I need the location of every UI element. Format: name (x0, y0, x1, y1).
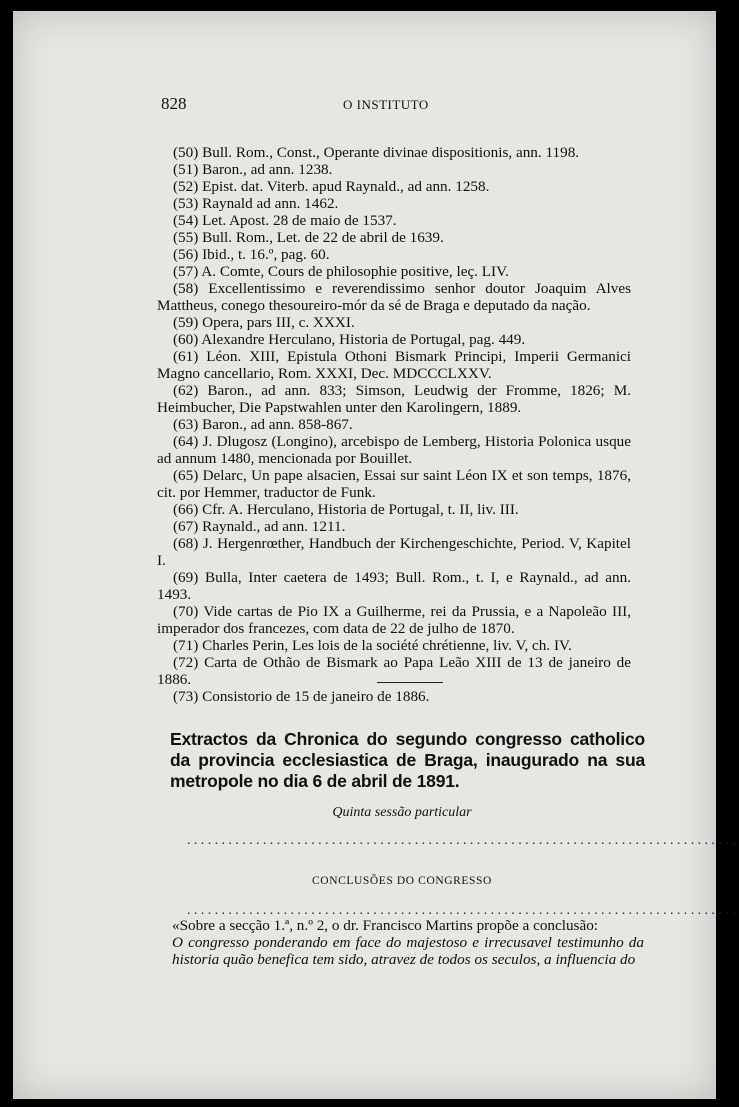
footnote: (68) J. Hergenrœther, Handbuch der Kirchengeschichte, Period. V, Kapitel I. (157, 535, 631, 569)
footnotes-list (157, 144, 631, 705)
footnote: (53) Raynald ad ann. 1462. (173, 195, 339, 212)
footnote: (58) Excellentissimo e reverendissimo senhor doutor Joaquim Alves Mattheus, conego thesoureiro-mór da sé de Braga e deputado da nação. (157, 280, 631, 314)
conclusoes-heading: CONCLUSÕES DO CONGRESSO (312, 875, 492, 887)
page-number: 828 (161, 94, 187, 113)
footnote: (66) Cfr. A. Herculano, Historia de Portugal, t. II, liv. III. (173, 501, 519, 518)
footnote: (61) Léon. XIII, Epistula Othoni Bismark Principi, Imperii Germanici Magno cancellario, Rom. XXXI, Dec. MDCCCLXXV. (157, 348, 631, 382)
page-header (157, 94, 647, 114)
footnote: (52) Epist. dat. Viterb. apud Raynald., ad ann. 1258. (173, 178, 490, 195)
footnote: (65) Delarc, Un pape alsacien, Essai sur saint Léon IX et son temps, 1876, cit. por Hemmer, traductor de Funk. (157, 467, 631, 501)
footnote: (72) Carta de Othão de Bismark ao Papa Leão XIII de 13 de janeiro de 1886. (157, 654, 631, 688)
running-head: O INSTITUTO (343, 97, 429, 112)
footnote: (63) Baron., ad ann. 858-867. (173, 416, 353, 433)
dotted-ellipsis-line: ................................................................................ (187, 833, 739, 848)
book-page (13, 11, 739, 1099)
footnote: (71) Charles Perin, Les lois de la société chrétienne, liv. V, ch. IV. (173, 637, 572, 654)
footnote: (73) Consistorio de 15 de janeiro de 1886. (173, 688, 430, 705)
dotted-ellipsis-line: ................................................................................ (187, 903, 739, 918)
footnote: (51) Baron., ad ann. 1238. (173, 161, 333, 178)
section-title: Extractos da Chronica do segundo congresso catholico da provincia ecclesiastica de Braga, inaugurado na sua metropole no dia 6 de abril de 1891. (170, 729, 645, 791)
footnote: (70) Vide cartas de Pio IX a Guilherme, rei da Prussia, e a Napoleão III, imperador dos francezes, com data de 22 de julho de 1870. (157, 603, 631, 637)
section-divider (377, 682, 443, 683)
body-italic-conclusion: O congresso ponderando em face do majestoso e irrecusavel testimunho da historia quão benefica tem sido, atravez de todos os seculos, a influencia do (172, 934, 644, 968)
footnote: (67) Raynald., ad ann. 1211. (173, 518, 346, 535)
footnote: (50) Bull. Rom., Const., Operante divinae dispositionis, ann. 1198. (173, 144, 580, 161)
footnote: (62) Baron., ad ann. 833; Simson, Leudwig der Fromme, 1826; M. Heimbucher, Die Papstwahlen unter den Karolingern, 1889. (157, 382, 631, 416)
body-text (172, 917, 644, 968)
footnote: (64) J. Dlugosz (Longino), arcebispo de Lemberg, Historia Polonica usque ad annum 1480, mencionada por Bouillet. (157, 433, 631, 467)
footnote: (56) Ibid., t. 16.º, pag. 60. (173, 246, 330, 263)
section-subtitle: Quinta sessão particular (332, 805, 472, 820)
footnote: (69) Bulla, Inter caetera de 1493; Bull. Rom., t. I, e Raynald., ad ann. 1493. (157, 569, 631, 603)
body-intro: «Sobre a secção 1.ª, n.º 2, o dr. Francisco Martins propõe a conclusão: (172, 917, 599, 934)
footnote: (54) Let. Apost. 28 de maio de 1537. (173, 212, 397, 229)
footnote: (59) Opera, pars III, c. XXXI. (173, 314, 355, 331)
footnote: (55) Bull. Rom., Let. de 22 de abril de 1639. (173, 229, 444, 246)
footnote: (57) A. Comte, Cours de philosophie positive, leç. LIV. (173, 263, 509, 280)
footnote: (60) Alexandre Herculano, Historia de Portugal, pag. 449. (173, 331, 526, 348)
